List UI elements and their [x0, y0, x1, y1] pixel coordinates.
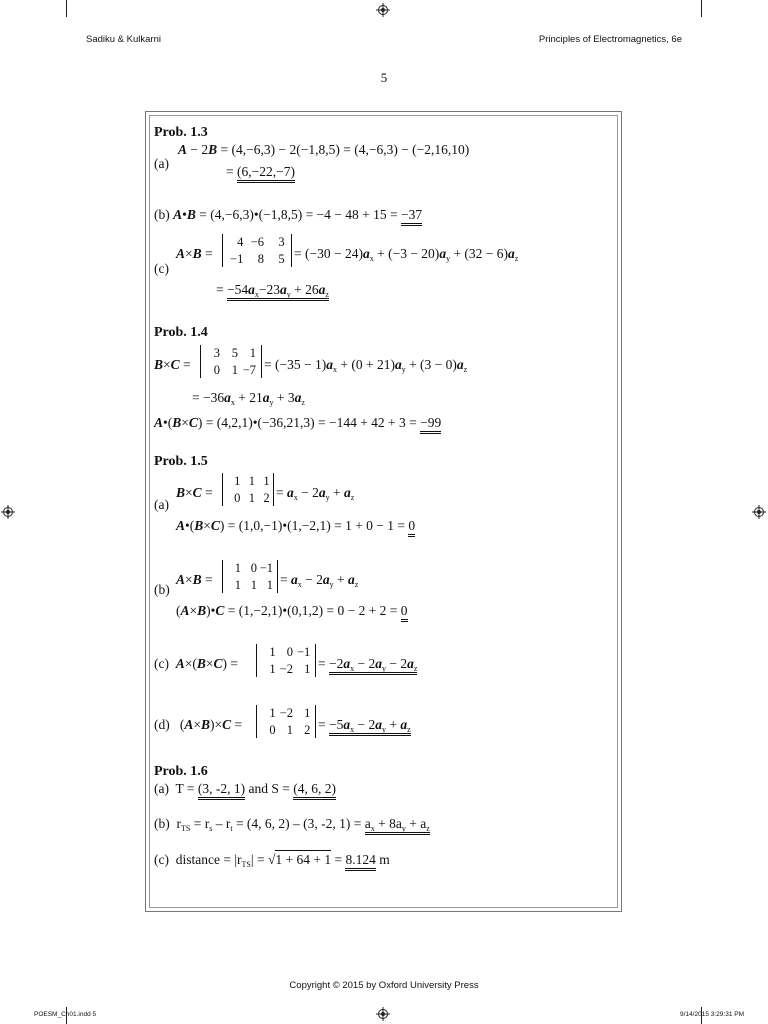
equation-lhs: (d) (A×B)×C = [154, 717, 243, 732]
equation-line: (b) A•B = (4,−6,3)•(−1,8,5) = −4 − 48 + 15 = −37 [154, 208, 422, 222]
equation-line: (c) distance = $|r_{TS}| = √1 + 64 + 1 = 8.124$ m [154, 852, 390, 869]
crop-mark [66, 0, 67, 17]
equation-line: (A×B)•C = (1,−2,1)•(0,1,2) = 0 − 2 + 2 = 0 [176, 604, 408, 618]
equation-line: = $(-35 - 1)a_x + (0 + 21)a_y + (3 - 0)a_z$ [264, 357, 468, 374]
part-label: (a) [154, 497, 169, 512]
determinant: 1 0 −1 1 1 1 [222, 560, 278, 593]
part-label: (b) [154, 582, 170, 597]
equation-line: = $-36a_x + 21a_y + 3a_z$ [192, 390, 305, 407]
determinant: 4 −6 3 −1 8 5 [222, 234, 292, 267]
problem-title: Prob. 1.4 [154, 325, 208, 340]
equation-line: = $a_x - 2a_y + a_z$ [276, 485, 355, 502]
equation-lhs: (c) A×(B×C) = [154, 656, 238, 671]
header-author: Sadiku & Kulkarni [86, 34, 161, 45]
file-name: POESM_Ch01.indd 5 [34, 1011, 97, 1018]
answer-line: = $-54a_x-23a_y + 26a_z$ [216, 282, 329, 299]
answer-line: = $-2a_x - 2a_y - 2a_z$ [318, 656, 418, 673]
determinant: 1 1 1 0 1 2 [222, 473, 274, 506]
problem-title: Prob. 1.6 [154, 764, 208, 779]
equation-line: = $a_x - 2a_y + a_z$ [280, 572, 359, 589]
equation-lhs: B×C = [154, 357, 191, 372]
equation-lhs: B×C = [176, 485, 213, 500]
copyright-notice: Copyright © 2015 by Oxford University Press [289, 980, 479, 991]
equation-line: (b) $r_{TS} = r_s - r_t = (4$, 6, 2) – (3, -2, $1) = a_x + 8a_y + a_z$ [154, 816, 430, 833]
registration-mark-icon [376, 1007, 390, 1021]
registration-mark-icon [1, 505, 15, 519]
determinant: 3 5 1 0 1 −7 [200, 345, 262, 378]
answer-line: = (6,−22,−7) [226, 165, 295, 179]
determinant: 1 −2 1 0 1 2 [256, 705, 316, 738]
equation-line: (a) T = (3, -2, 1) and S = (4, 6, 2) [154, 782, 336, 796]
problem-title: Prob. 1.5 [154, 454, 208, 469]
answer-line: = $-5a_x - 2a_y + a_z$ [318, 717, 411, 734]
part-label: (a) [154, 156, 169, 171]
page-number: 5 [380, 70, 388, 85]
equation-line: A − 2B = (4,−6,3) − 2(−1,8,5) = (4,−6,3) − (−2,16,10) [178, 142, 470, 157]
registration-mark-icon [752, 505, 766, 519]
problem-title: Prob. 1.3 [154, 125, 208, 140]
equation-line: A•(B×C) = (1,0,−1)•(1,−2,1) = 1 + 0 − 1 = 0 [176, 519, 415, 533]
print-timestamp: 9/14/2015 3:29:31 PM [680, 1011, 744, 1018]
part-label: (c) [154, 261, 169, 276]
registration-mark-icon [376, 3, 390, 17]
determinant: 1 0 −1 1 −2 1 [256, 644, 316, 677]
crop-mark [701, 0, 702, 17]
equation-lhs: A×B = [176, 572, 213, 587]
header-book-title: Principles of Electromagnetics, 6e [538, 34, 682, 45]
equation-line: = $(-30 - 24)a_x + (-3 - 20)a_y + (32 - 6)a_z$ [294, 246, 519, 263]
equation-lhs: A×B = [176, 246, 213, 261]
equation-line: A•(B×C) = (4,2,1)•(−36,21,3) = −144 + 42 + 3 = −99 [154, 416, 441, 430]
